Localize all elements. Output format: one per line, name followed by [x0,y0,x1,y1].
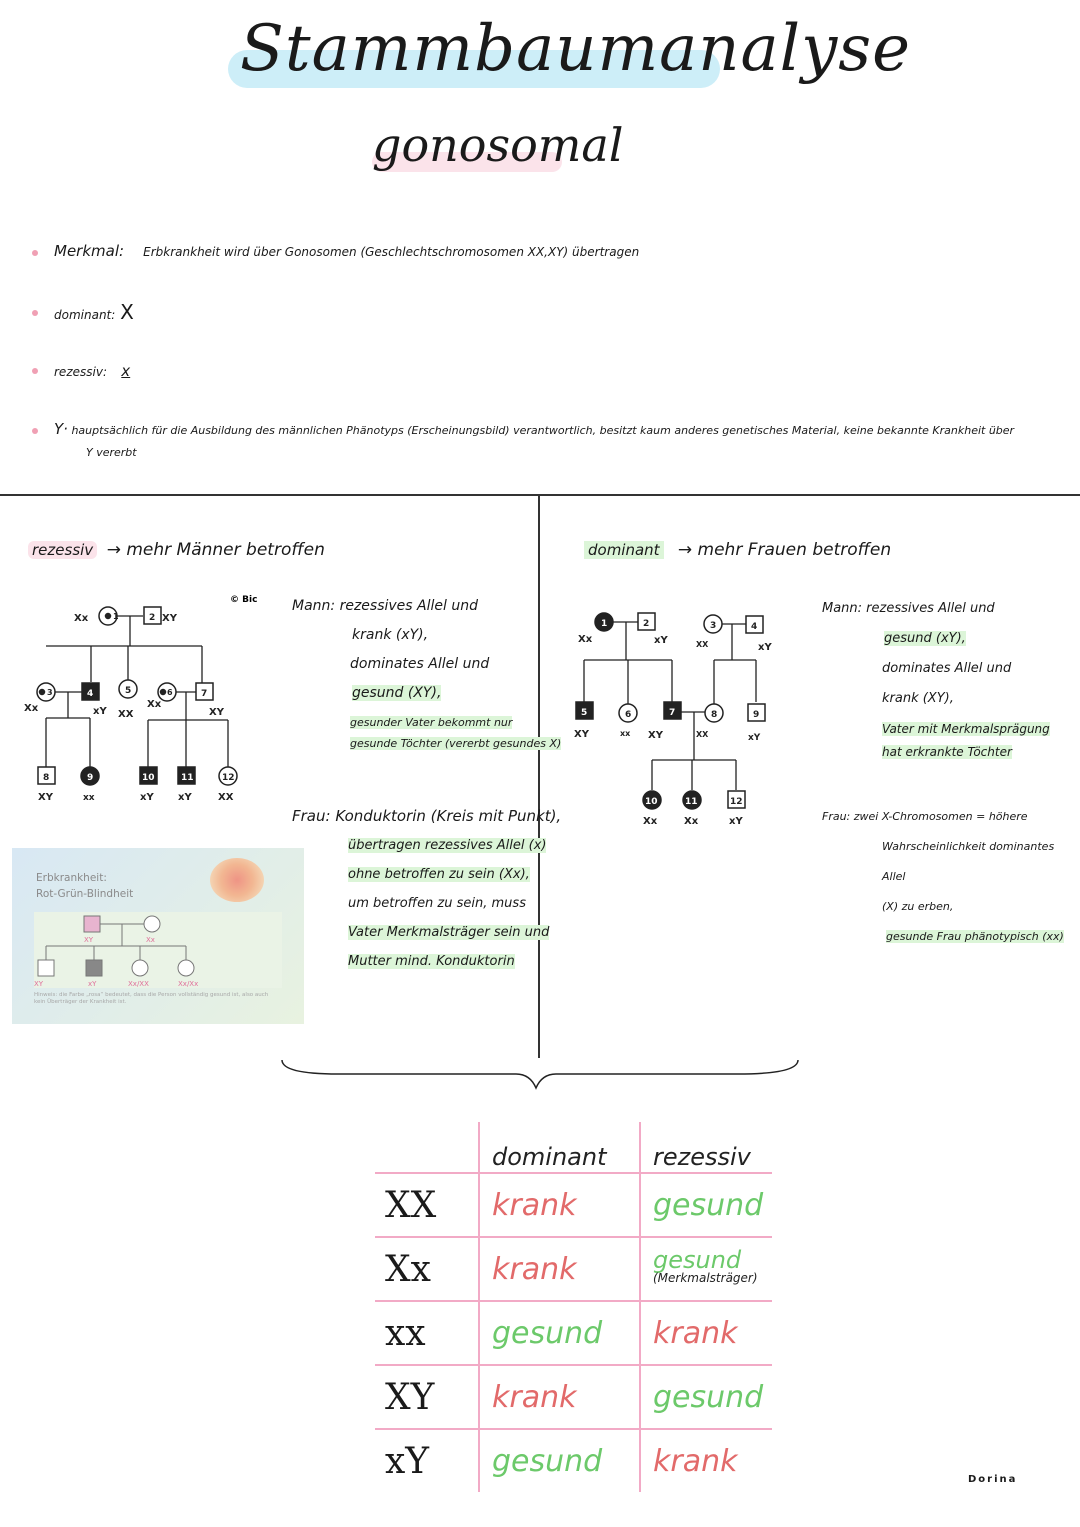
note-line: gesunde Töchter (vererbt gesundes X) [350,737,562,750]
mini-label: Xx [146,936,155,944]
note-line: (X) zu erben, [882,900,954,913]
person-number: 4 [87,689,94,699]
erbkrankheit-hint: Hinweis: die Farbe „rosa“ bedeutet, dass die Person vollständig gesund ist, also auch kein Überträger der Krankheit ist. [34,992,269,1005]
notes-recessive-mann [292,592,561,751]
person-number: 6 [625,710,632,720]
definition-text: hauptsächlich für die Ausbildung des männlichen Phänotyps (Erscheinungsbild) verantwortlich, besitzt kaum anderes genetisches Material, keine bekannte Krankheit über [71,424,1015,437]
genotype-label: XY [209,707,224,718]
heading-tag: dominant [584,541,664,559]
definition-dominant [54,300,134,324]
note-line: dominates Allel und [350,656,490,672]
genotype-label: xY [654,635,668,646]
person-number: 12 [222,773,235,783]
color-blindness-test-icon [210,858,264,902]
genotype-cell: xx [385,1312,426,1354]
pedigree-dominant [566,600,816,840]
genotype-label: Xx [578,634,593,645]
genotype-label: xx [83,793,95,803]
definition-rezessiv [54,362,130,380]
definition-text: Erbkrankheit wird über Gonosomen (Geschlechtschromosomen XX,XY) übertragen [143,245,640,259]
erbkrankheit-text [36,870,133,902]
definition-term: Merkmal: [54,242,125,260]
mini-label: XY [84,936,94,944]
genotype-label: XX [218,792,234,803]
genotype-label: Xx [74,613,89,624]
note-line: Mutter mind. Konduktorin [348,954,515,969]
definition-term: Y· [54,420,68,438]
genotype-label: xY [729,816,743,827]
genotype-label: xY [748,733,761,743]
note-line: gesund (xY), [884,631,966,646]
heading-text: → mehr Frauen betroffen [677,540,892,560]
definition-merkmal [54,242,639,260]
dominant-cell: gesund [479,1429,640,1492]
rezessiv-cell: gesund [640,1365,772,1429]
genotype-label: Xx [24,703,39,714]
genotype-table [375,1122,772,1492]
person-number: 7 [669,708,676,718]
bullet-dot [32,368,38,374]
person-number: 2 [149,613,156,623]
header-rezessiv: rezessiv [640,1122,772,1173]
note-line: gesund (XY), [352,685,442,701]
person-number: 6 [167,688,173,697]
note-line: Vater mit Merkmalsprägung [882,722,1050,736]
definition-term: rezessiv: [54,365,107,379]
table-row [375,1237,772,1301]
note-line: Mann: rezessives Allel und [822,601,995,616]
table-row [375,1365,772,1429]
genotype-label: XY [38,792,53,803]
person-number: 8 [711,710,718,720]
note-line: dominates Allel und [882,661,1012,676]
rezessiv-cell [640,1237,772,1301]
note-line: Frau: Konduktorin (Kreis mit Punkt), [292,807,562,825]
definition-y [54,418,1074,464]
right-heading [584,540,891,560]
copyright-stamp: © Bic [230,595,258,605]
person-number: 12 [730,797,743,807]
genotype-label: XX [696,730,709,739]
dominant-cell: krank [479,1365,640,1429]
person-number: 2 [643,619,650,629]
genotype-label: XX [696,640,709,649]
signature: Dorina [968,1474,1018,1485]
genotype-label: XY [648,730,663,741]
person-number: 4 [751,622,758,632]
notes-dominant-mann [822,594,1050,760]
table-corner [375,1122,479,1173]
horizontal-divider [0,494,1080,496]
genotype-label: xY [93,706,107,717]
person-number: 9 [87,773,94,783]
genotype-cell: Xx [385,1248,431,1290]
definition-term: dominant: [54,308,116,322]
genotype-cell: XY [385,1376,435,1418]
genotype-label: Xx [684,816,699,827]
note-line: Frau: zwei X-Chromosomen = höhere [822,810,1028,823]
table-row [375,1301,772,1365]
genotype-label: xx [620,729,631,738]
genotype-label: XY [574,729,589,740]
mini-label: Xx/XX [128,980,149,988]
note-line: Wahrscheinlichkeit dominantes Allel [882,840,1055,883]
note-line: gesunde Frau phänotypisch (xx) [886,930,1064,943]
dominant-cell: krank [479,1173,640,1237]
genotype-cell: XX [385,1184,437,1226]
person-number: 1 [113,612,119,621]
genotype-cell: xY [385,1440,430,1482]
page-title: Stammbaumanalyse [240,12,911,86]
genotype-label: Xx [643,816,658,827]
person-number: 10 [142,773,155,783]
definition-text: X [120,300,134,324]
left-heading [28,540,325,560]
bullet-dot [32,310,38,316]
note-line: Mann: rezessives Allel und [292,598,478,614]
dominant-cell: gesund [479,1301,640,1365]
notes-dominant-frau [822,802,1080,952]
person-number: 3 [47,688,53,697]
person-number: 11 [685,797,698,807]
note-line: ohne betroffen zu sein (Xx), [348,867,530,882]
person-number: 5 [125,686,132,696]
genotype-label: xY [758,642,772,653]
notes-recessive-frau [292,802,561,976]
genotype-label: XX [118,709,134,720]
rezessiv-cell: krank [640,1301,772,1365]
erbkrankheit-name: Rot-Grün-Blindheit [36,888,134,900]
heading-tag: rezessiv [28,541,97,559]
mini-label: xY [88,980,97,988]
table-row [375,1173,772,1237]
header-dominant: dominant [479,1122,640,1173]
person-number: 9 [753,710,760,720]
note-line: krank (XY), [882,691,954,706]
page-subtitle: gonosomal [372,118,624,172]
table-row [375,1429,772,1492]
person-number: 7 [201,689,208,699]
erbkrankheit-label: Erbkrankheit: [36,872,107,884]
person-number: 5 [581,708,588,718]
note-line: krank (xY), [352,627,429,643]
genotype-label: XY [162,613,177,624]
person-number: 11 [181,773,194,783]
table-header-row [375,1122,772,1173]
bullet-dot [32,250,38,256]
definition-text: x [121,362,131,380]
definition-text-continued: Y vererbt [86,446,137,459]
note-line: gesunder Vater bekommt nur [350,716,513,729]
genotype-label: xY [140,792,154,803]
mini-label: XY [34,980,44,988]
curly-brace [278,1054,802,1094]
person-number: 8 [43,773,50,783]
genotype-label: xY [178,792,192,803]
pedigree-recessive [10,590,300,820]
person-number: 1 [601,619,608,629]
carrier-note: (Merkmalsträger) [653,1271,758,1285]
note-line: um betroffen zu sein, muss [348,896,526,911]
genotype-label: Xx [147,699,162,710]
dominant-cell: krank [479,1237,640,1301]
erbkrankheit-card [12,848,304,1024]
note-line: Vater Merkmalsträger sein und [348,925,550,940]
rezessiv-value: gesund [653,1246,742,1274]
rezessiv-cell: krank [640,1429,772,1492]
bullet-dot [32,428,38,434]
mini-label: Xx/Xx [178,980,199,988]
person-number: 10 [645,797,658,807]
note-line: hat erkrankte Töchter [882,745,1012,759]
person-number: 3 [710,621,717,631]
heading-text: → mehr Männer betroffen [106,540,325,560]
rezessiv-cell: gesund [640,1173,772,1237]
note-line: übertragen rezessives Allel (x) [348,838,547,853]
